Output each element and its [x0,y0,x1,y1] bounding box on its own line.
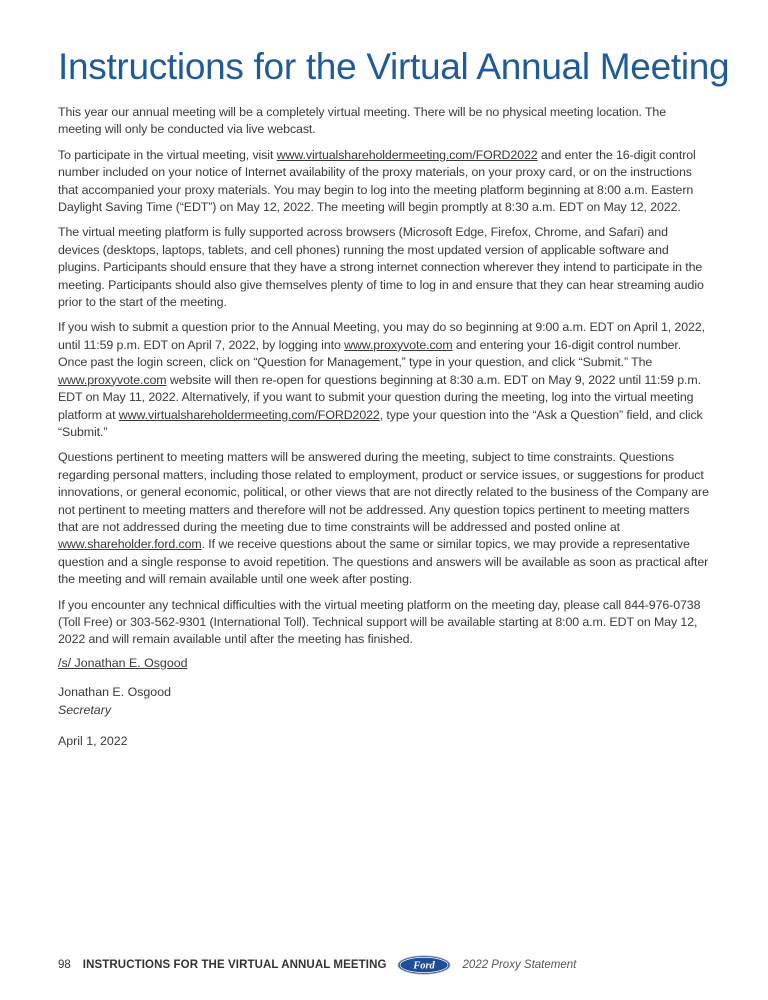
text: and enter the 16-digit control number included on your notice of Internet availability of the proxy materials, on your proxy card, or on the instructions that accompanied your proxy materials. You may begin to log into the meeting platform beginning at 8:00 a.m. Eastern Daylight Saving Time (“EDT”) on May 12, 2022. The meeting will begin promptly at 8:30 a.m. EDT on May 12, 2022. [58,147,696,215]
shareholder-ford-link[interactable]: www.shareholder.ford.com [58,537,202,552]
signature-date: April 1, 2022 [58,734,128,749]
signature-line: /s/ Jonathan E. Osgood [58,656,188,670]
virtual-meeting-link[interactable]: www.virtualshareholdermeeting.com/FORD2022 [276,147,538,162]
proxyvote-link-2[interactable]: www.proxyvote.com [58,372,167,387]
page-number: 98 [58,959,71,971]
paragraph-virtual-meeting: This year our annual meeting will be a completely virtual meeting. There will be no physical meeting location. The meeting will only be conducted via live webcast. [58,105,666,137]
text: , type your question into the “Ask a Question” field, and click “Submit.” [58,407,703,439]
page-title: Instructions for the Virtual Annual Meeting [58,46,730,87]
paragraph-participate [58,147,712,217]
document-body [58,104,712,657]
text: . If we receive questions about the same or similar topics, we may provide a representative question and a single response to avoid repetition. The questions and answers will be available as soon as practical after the meeting and will remain available until one week after posting. [58,537,709,587]
proxyvote-link[interactable]: www.proxyvote.com [344,337,453,352]
text: and entering your 16-digit control number. Once past the login screen, click on “Question for Management,” type in your question, and click “Submit.” The [58,337,682,370]
virtual-meeting-link-2[interactable]: www.virtualshareholdermeeting.com/FORD2022 [118,407,380,422]
paragraph-questions-pertinent [58,449,712,588]
text: To participate in the virtual meeting, visit [58,147,277,162]
signature-block [58,655,188,751]
paragraph-submit-question [58,319,712,441]
text: website will then re-open for questions beginning at 8:30 a.m. EDT on May 9, 2022 until 11:59 p.m. EDT on May 11, 2022. Alternatively, if you want to submit your question during the meeting, log into the virtual meeting platform at [58,372,701,422]
footer-section-title: INSTRUCTIONS FOR THE VIRTUAL ANNUAL MEETING [82,959,387,971]
svg-text:Ford: Ford [412,960,435,972]
page-footer [58,955,576,975]
text: Questions pertinent to meeting matters will be answered during the meeting, subject to time constraints. Questions regarding personal matters, including those related to employment, product or service issues, or suggestions for product innovations, or general economic, political, or other views that are not directly related to the business of the Company are not pertinent to meeting matters and therefore will not be addressed. Any question topics pertinent to meeting matters that are not addressed during the meeting due to time constraints will be addressed and posted online at [58,450,709,534]
footer-document-title: 2022 Proxy Statement [462,959,577,971]
signer-name: Jonathan E. Osgood [58,685,171,700]
signer-title: Secretary [58,702,112,717]
text: If you wish to submit a question prior to the Annual Meeting, you may do so beginning at 9:00 a.m. EDT on April 1, 2022, until 11:59 p.m. EDT on April 7, 2022, by logging into [58,320,705,352]
ford-logo-icon [397,955,451,975]
paragraph-technical-support: If you encounter any technical difficulties with the virtual meeting platform on the meeting day, please call 844-976-0738 (Toll Free) or 303-562-9301 (International Toll). Technical support will be available starting at 8:00 a.m. EDT on May 12, 2022 and will remain available until after the meeting has finished. [58,597,701,647]
paragraph-platform-support: The virtual meeting platform is fully supported across browsers (Microsoft Edge, Firefox, Chrome, and Safari) and devices (desktops, laptops, tablets, and cell phones) running the most updated version of applicable software and plugins. Participants should ensure that they have a strong internet connection wherever they intend to participate in the meeting. Participants should also give themselves plenty of time to log in and ensure that they can hear streaming audio prior to the start of the meeting. [58,225,704,310]
